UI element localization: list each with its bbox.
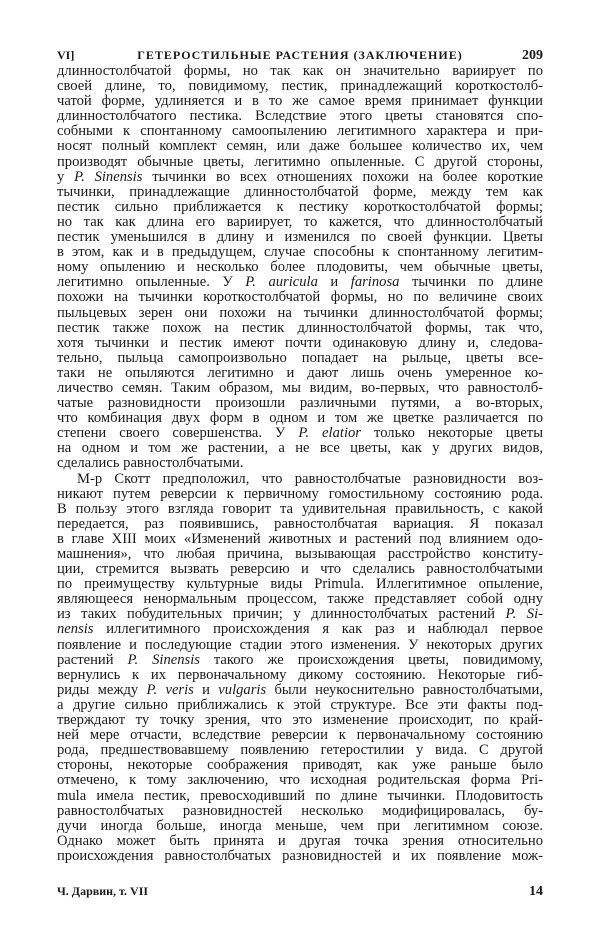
text-segment: ции, стремится вызвать реверсию и что сделались равностолбчатыми: [57, 561, 543, 578]
text-line: [57, 713, 543, 728]
text-line: [57, 532, 543, 547]
text-segment: производят обычные цветы, легитимно опыленные. С другой стороны,: [57, 153, 543, 170]
text-line: [57, 124, 543, 139]
text-segment: и: [317, 274, 351, 291]
text-segment: личество семян. Таким образом, мы видим, во-первых, что равностолб-: [57, 379, 543, 396]
text-line: [57, 94, 543, 109]
text-line: [57, 109, 543, 124]
text-line: [57, 773, 543, 788]
text-line: [57, 607, 543, 622]
text-segment: пестик уменьшился в длину и изменился по своей функции. Цветы: [57, 229, 543, 246]
text-line: [57, 456, 543, 471]
text-line: [57, 758, 543, 773]
text-line: [57, 170, 543, 185]
text-line: [57, 789, 543, 804]
text-line: [57, 321, 543, 336]
text-line: [57, 819, 543, 834]
text-line: [57, 743, 543, 758]
page-number: 209: [522, 48, 543, 63]
text-line: [57, 245, 543, 260]
text-segment: тычинки во всех отношениях похожи на более короткие: [142, 168, 543, 185]
text-line: [57, 547, 543, 562]
text-segment: отмечено, к тому заключению, что исходная родительская форма Pri-: [57, 772, 543, 789]
text-segment: тельно, пыльца самопроизвольно попадает на рыльце, цветы все-: [57, 349, 543, 366]
text-segment: растений: [57, 651, 128, 668]
text-line: [57, 683, 543, 698]
text-line: [57, 275, 543, 290]
text-segment: происхождения равностолбчатых разновидностей и их появление мож-: [57, 847, 543, 864]
text-line: [57, 426, 543, 441]
text-segment: Однако может быть принята и другая точка зрения относительно: [57, 832, 543, 849]
text-line: [57, 653, 543, 668]
text-segment: и: [193, 681, 219, 698]
text-segment: легитимно опыленные. У: [57, 274, 246, 291]
page-footer: [57, 884, 543, 902]
text-segment: равностолбчатых разновидностей несколько модифицировалась, бу-: [57, 802, 543, 819]
text-line: [57, 155, 543, 170]
text-line: [57, 849, 543, 864]
text-line: [57, 215, 543, 230]
italic-species-name: P. Si-: [505, 606, 543, 623]
text-segment: в этом, как и в предыдущем, случае способны к спонтанному легитим-: [57, 244, 543, 261]
text-line: [57, 804, 543, 819]
text-segment: на одном и том же растении, а не все цветы, как у других видов,: [57, 440, 543, 457]
running-title: ГЕТЕРОСТИЛЬНЫЕ РАСТЕНИЯ (ЗАКЛЮЧЕНИЕ): [137, 48, 463, 62]
text-segment: В пользу этого взгляда говорит та удивительная правильность, с какой: [57, 500, 543, 517]
text-line: [57, 351, 543, 366]
text-line: [57, 502, 543, 517]
text-segment: ному опылению и несколько более плодовиты, чем обычные цветы,: [57, 259, 543, 276]
text-line: [57, 638, 543, 653]
text-line: [57, 577, 543, 592]
italic-species-name: P. Sinensis: [74, 168, 143, 185]
text-line: [57, 200, 543, 215]
text-segment: тычинки, принадлежащие длинностолбчатой форме, между тем как: [57, 183, 543, 200]
italic-species-name: vulgaris: [218, 681, 267, 698]
text-line: [57, 260, 543, 275]
text-line: [57, 396, 543, 411]
text-segment: mula имела пестик, превосходивший по длине тычинки. Плодовитость: [57, 787, 543, 804]
text-line: [57, 381, 543, 396]
text-line: [57, 366, 543, 381]
text-line: [57, 185, 543, 200]
text-segment: пестик также похож на пестик длинностолбчатой формы, так что,: [57, 319, 543, 336]
text-line: [57, 517, 543, 532]
italic-species-name: P. Sinensis: [127, 651, 200, 668]
text-segment: а другие сильно приближались к этой структуре. Все эти факты под-: [57, 696, 543, 713]
text-segment: сделались равностолбчатыми.: [57, 455, 244, 472]
text-segment: хотя тычинки и пестик имеют почти одинаковую длину и, следова-: [57, 334, 543, 351]
text-segment: у: [57, 168, 75, 185]
text-segment: тверждают ту точку зрения, что это изменение происходит, по край-: [57, 712, 543, 729]
text-line: [57, 79, 543, 94]
text-segment: ней мере отчасти, вследствие реверсии к первоначальному состоянию: [57, 727, 543, 744]
text-segment: степени своего совершенства. У: [57, 425, 299, 442]
text-segment: похожи на тычинки короткостолбчатой формы, но по величине своих: [57, 289, 543, 306]
text-segment: пыльцевых зерен они похожи на тычинки длинностолбчатой формы;: [57, 304, 543, 321]
text-segment: длинностолбчатого пестика. Вследствие этого цветы становятся спо-: [57, 108, 543, 125]
text-segment: были неукоснительно равностолбчатыми,: [266, 681, 543, 698]
text-segment: носят полный комплект семян, или даже большее количество их, чем: [57, 138, 543, 155]
text-line: [57, 290, 543, 305]
text-segment: вернулись к их первоначальному дикому состоянию. Некоторые гиб-: [57, 666, 543, 683]
text-segment: рода, предшествовавшему появлению гетеростилии у вида. С другой: [57, 742, 543, 759]
italic-species-name: nensis: [57, 621, 94, 638]
text-line: [57, 668, 543, 683]
text-segment: чатые разновидности произошли различными путями, а во-вторых,: [57, 395, 543, 412]
text-segment: но так как длина его вариирует, то кажется, что длинностолбчатый: [57, 213, 543, 230]
text-line: [57, 834, 543, 849]
text-line: [57, 592, 543, 607]
text-segment: из таких побудительных причин; у длинностолбчатых растений: [57, 606, 506, 623]
text-segment: таки не опыляются легитимно и дают лишь очень умеренное ко-: [57, 364, 543, 381]
text-line: [57, 487, 543, 502]
text-segment: собными к спонтанному самоопылению легитимного характера и при-: [57, 123, 543, 140]
italic-species-name: P. auricula: [245, 274, 318, 291]
text-line: [57, 411, 543, 426]
text-line: [57, 306, 543, 321]
text-segment: длинностолбчатой формы, но так как он значительно вариирует по: [57, 63, 543, 79]
text-segment: по преимуществу культурные виды Primula. Иллегитимное опыление,: [57, 576, 543, 593]
text-line: [57, 698, 543, 713]
text-line: [57, 139, 543, 154]
italic-species-name: P. elatior: [298, 425, 361, 442]
text-segment: никают путем реверсии к первичному гомостильному состоянию рода.: [57, 485, 543, 502]
italic-species-name: farinosa: [350, 274, 400, 291]
text-segment: чатой форме, удлиняется и в то же самое время принимает функции: [57, 93, 543, 110]
text-segment: риды между: [57, 681, 147, 698]
text-line: [57, 441, 543, 456]
text-segment: являющееся ненормальным процессом, также представляет собой одну: [57, 591, 543, 608]
sheet-number: 14: [529, 884, 543, 899]
body-text: [57, 64, 543, 864]
text-segment: своей длине, то, повидимому, пестик, принадлежащий короткостолб-: [57, 78, 543, 95]
text-segment: машнения», что любая причина, вызывающая расстройство конститу-: [57, 546, 543, 562]
text-line: [57, 622, 543, 637]
text-line: [57, 472, 543, 487]
text-segment: что комбинация двух форм в одном и том же цветке различается по: [57, 410, 543, 427]
text-segment: только некоторые цветы: [360, 425, 543, 442]
text-segment: стороны, некоторые соображения приводят, как уже раньше было: [57, 757, 543, 774]
text-segment: дучи иногда больше, иногда меньше, чем при легитимном союзе.: [57, 817, 543, 834]
text-segment: такого же происхождения цветы, повидимому,: [199, 651, 544, 668]
text-line: [57, 728, 543, 743]
text-line: [57, 562, 543, 577]
text-segment: иллегитимного происхождения я как раз и наблюдал первое: [93, 621, 543, 638]
italic-species-name: P. veris: [146, 681, 194, 698]
text-line: [57, 64, 543, 79]
text-segment: тычинки по длине: [399, 274, 543, 291]
text-segment: М-р Скотт предположил, что равностолбчатые разновидности воз-: [77, 470, 543, 487]
chapter-marker: VI]: [57, 48, 75, 62]
text-line: [57, 336, 543, 351]
text-segment: передается, раз появившись, равностолбчатая вариация. Я показал: [57, 515, 543, 532]
printer-signature: Ч. Дарвин, т. VII: [57, 884, 149, 898]
text-line: [57, 230, 543, 245]
text-segment: появление и последующие стадии этого изменения. У некоторых других: [57, 636, 543, 653]
text-segment: пестик сильно приближается к пестику короткостолбчатой формы;: [57, 198, 543, 215]
text-segment: в главе XIII моих «Изменений животных и растений под влиянием одо-: [57, 530, 543, 547]
